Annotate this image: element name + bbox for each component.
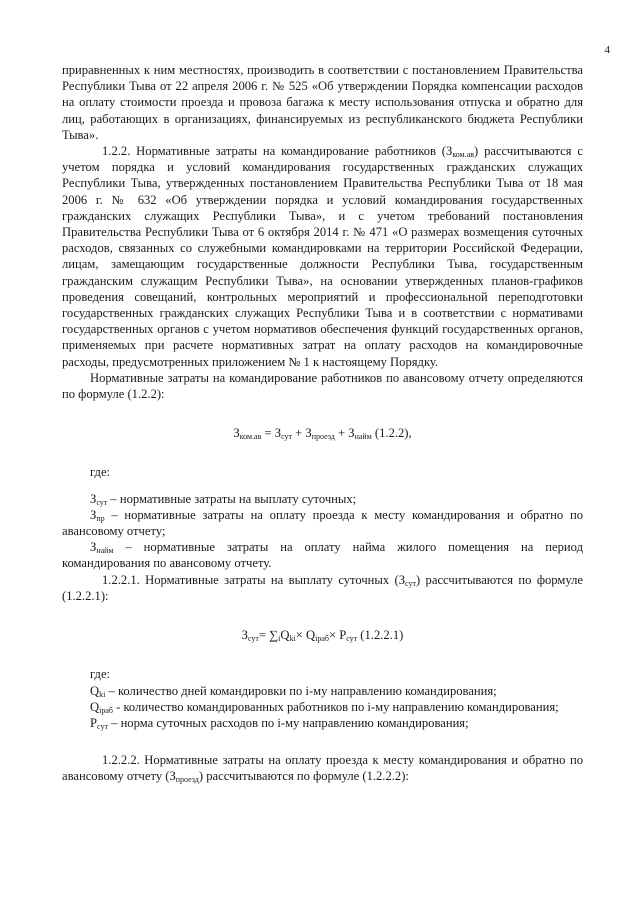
page-body [62, 62, 583, 785]
definition-z-naim: $З_{найм}$ – нормативные затраты на оплату найма жилого помещения на период командирования по авансовому отчету. [62, 540, 583, 571]
section-1-2-2-1-paragraph: 1.2.2.1. Нормативные затраты на выплату суточных $(З_{сут})$ рассчитываются по формуле (1.2.2.1): [62, 572, 583, 603]
definition-z-sut: $З_{сут}$ – нормативные затраты на выплату суточных; [90, 491, 357, 507]
formula-1-2-2: $З_{ком.ав} = З_{сут} + З_{проезд} + З_{найм}$ (1.2.2), [233, 426, 412, 442]
definition-z-pr: $З_{пр}$ – нормативные затраты на оплату проезда к месту командирования и обратно по авансовому отчету; [62, 507, 583, 539]
section-1-2-2-text-start: 1.2.2. Нормативные затраты на командирование работников (З [102, 144, 453, 159]
section-1-2-2-text-end: ) рассчитываются с учетом порядка и условий командирования государственных гражданских служащих Республики Тыва, утвержденных постановлением Правительства Республики Тыва от 18 мая 2006 г. № 632 «Об утверждении порядка и условий командирования государственных гражданских служащих Республики Тыва», и с учетом требований постановления Правительства Республики Тыва от 6 октября 2014 г. № 471 «О размерах возмещения суточных расходов, связанных со служебными командировками на территории Российской Федерации, лицам, замещающим государственные должности Республики Тыва, государственным гражданским служащим Республики Тыва», на основании утвержденных планов-графиков проведения совещаний, контрольных мероприятий и профессиональной переподготовки государственных гражданских служащих Республики Тыва и в соответствии с нормативами государственных органов с учетом нормативов обеспечения функций государственных органов, применяемых при расчете нормативных затрат на оплату расходов на командировочные расходы, предусмотренных приложением № 1 к настоящему Порядку. [62, 144, 583, 369]
section-1-2-2-paragraph [62, 143, 583, 370]
formula-intro-paragraph: Нормативные затраты на командирование работников по авансовому отчету определяются по формуле (1.2.2): [62, 370, 583, 402]
definition-q-irab: $Q_{iраб}$ - количество командированных работников по i-му направлению командирования; [90, 699, 559, 715]
formula-1-2-2-1: $З_{сут}= \sum_iQ_{ki}\times Q_{iраб}\times P_{сут}$ (1.2.2.1) [241, 628, 404, 644]
where-label-2: где: [90, 667, 111, 682]
definition-p-sut: $P_{сут}$ – норма суточных расходов по i-му направлению командирования; [90, 715, 469, 731]
page-number: 4 [604, 44, 610, 56]
definition-q-ki: $Q_{ki}$ – количество дней командировки по i-му направлению командирования; [90, 683, 497, 699]
intro-paragraph: приравненных к ним местностях, производить в соответствии с постановлением Правительства Республики Тыва от 22 апреля 2006 г. № 525 «Об утверждении Порядка компенсации расходов на оплату стоимости проезда и провоза багажа к месту использования отпуска и обратно для лиц, работающих в организациях, финансируемых из республиканского бюджета Республики Тыва». [62, 63, 583, 142]
where-label: где: [90, 465, 111, 480]
section-1-2-2-2-paragraph: 1.2.2.2. Нормативные затраты на оплату проезда к месту командирования и обратно по авансовому отчету $(З_{проезд})$ рассчитываются по формуле (1.2.2.2): [62, 753, 583, 785]
section-1-2-2-subscript: ком.ав [452, 150, 475, 160]
